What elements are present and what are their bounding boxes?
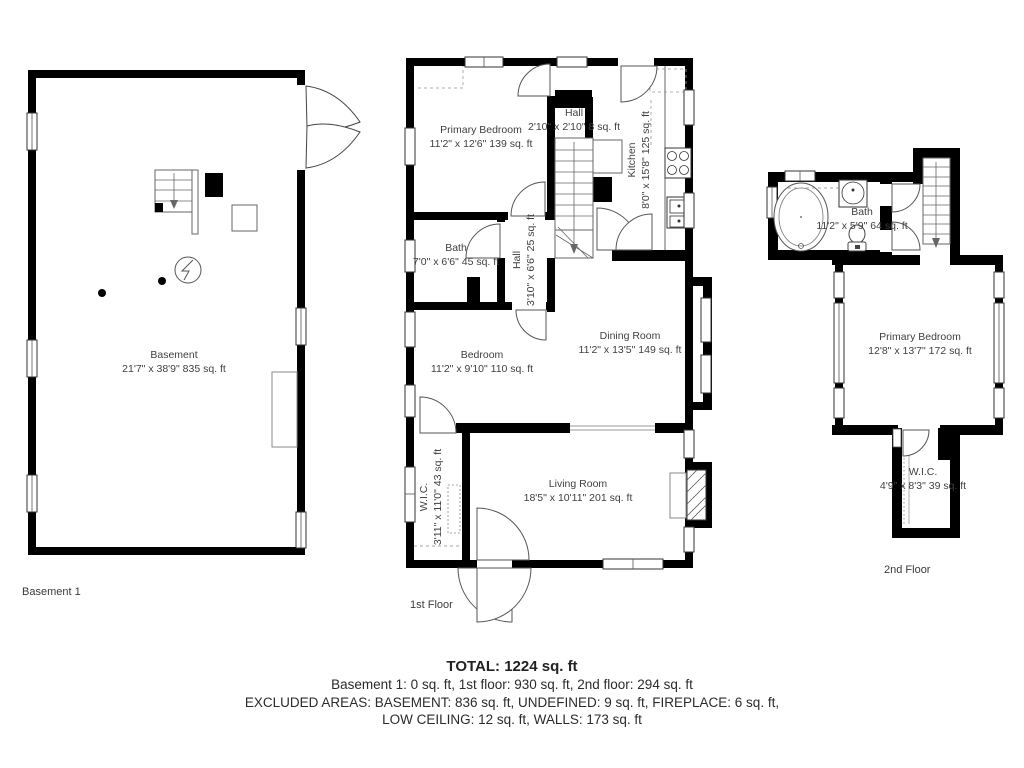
room-dims: 3'11" x 11'0" 43 sq. ft <box>432 448 444 546</box>
summary-total: TOTAL: 1224 sq. ft <box>446 658 578 675</box>
summary-floors: Basement 1: 0 sq. ft, 1st floor: 930 sq. ft, 2nd floor: 294 sq. ft <box>331 677 693 692</box>
summary-excluded-1: EXCLUDED AREAS: BASEMENT: 836 sq. ft, UNDEFINED: 9 sq. ft, FIREPLACE: 6 sq. ft, <box>244 694 780 710</box>
room-name: Hall <box>564 107 584 119</box>
second-floor-stairs <box>923 158 950 248</box>
basement-closet <box>272 372 297 447</box>
basement-plan <box>27 70 360 555</box>
room-name: Basement <box>150 349 198 361</box>
bay-window <box>693 277 712 410</box>
area-summary <box>0 657 1024 729</box>
room-dims: 12'8" x 13'7" 172 sq. ft <box>868 345 972 357</box>
room-name: W.I.C. <box>908 466 938 478</box>
room-dims: 11'2" x 13'5" 149 sq. ft <box>578 344 682 356</box>
stove-icon <box>665 148 691 178</box>
room-dims: 8'0" x 15'8" 125 sq. ft <box>640 111 652 209</box>
room-dims: 3'10" x 6'6" 25 sq. ft <box>525 213 537 307</box>
support-post <box>158 277 166 285</box>
room-dims: 11'2" x 5'9" 64 sq. ft <box>816 220 908 232</box>
room-dims: 11'2" x 12'6" 139 sq. ft <box>429 138 533 150</box>
basement-post-box <box>232 205 257 231</box>
room-dims: 11'2" x 9'10" 110 sq. ft <box>430 363 534 375</box>
room-name: Kitchen <box>626 142 638 178</box>
floor-caption-second-floor: 2nd Floor <box>884 564 931 576</box>
room-label-bath-1 <box>413 241 499 269</box>
room-label-wic-2 <box>880 465 966 493</box>
room-dims: 21'7" x 38'9" 835 sq. ft <box>122 363 226 375</box>
room-label-primary-bedroom-1 <box>430 123 533 151</box>
floor-caption-first-floor: 1st Floor <box>410 599 453 611</box>
floor-caption-basement: Basement 1 <box>22 586 81 598</box>
room-label-hall-upper <box>528 106 620 134</box>
room-name: Primary Bedroom <box>879 331 961 343</box>
room-label-bath-2 <box>816 205 907 233</box>
room-dims: 4'9" x 8'3" 39 sq. ft <box>879 480 967 492</box>
room-name: Primary Bedroom <box>440 124 522 136</box>
room-name: Bath <box>851 206 873 218</box>
room-name: Hall <box>511 250 523 270</box>
room-label-dining-room <box>579 329 682 357</box>
support-post <box>98 289 106 297</box>
room-name: Bedroom <box>460 349 504 361</box>
room-name: W.I.C. <box>418 482 430 512</box>
room-name: Dining Room <box>599 330 661 342</box>
basement-double-door <box>306 86 360 130</box>
room-label-primary-bedroom-2 <box>868 330 972 358</box>
basement-chimney <box>205 173 223 197</box>
room-label-bedroom <box>431 348 533 376</box>
room-dims: 2'10" x 2'10" 8 sq. ft <box>527 121 621 133</box>
room-name: Bath <box>445 242 467 254</box>
room-label-hall-lower <box>510 214 538 306</box>
room-label-living-room <box>524 477 633 505</box>
summary-excluded-2: LOW CEILING: 12 sq. ft, WALLS: 173 sq. ft <box>382 712 642 727</box>
room-label-basement <box>122 348 226 376</box>
room-label-kitchen <box>625 111 653 209</box>
room-dims: 18'5" x 10'11" 201 sq. ft <box>523 492 633 504</box>
room-name: Living Room <box>548 478 608 490</box>
room-dims: 7'0" x 6'6" 45 sq. ft <box>412 256 500 268</box>
room-label-wic-1 <box>417 449 445 545</box>
water-heater-icon <box>175 257 201 283</box>
